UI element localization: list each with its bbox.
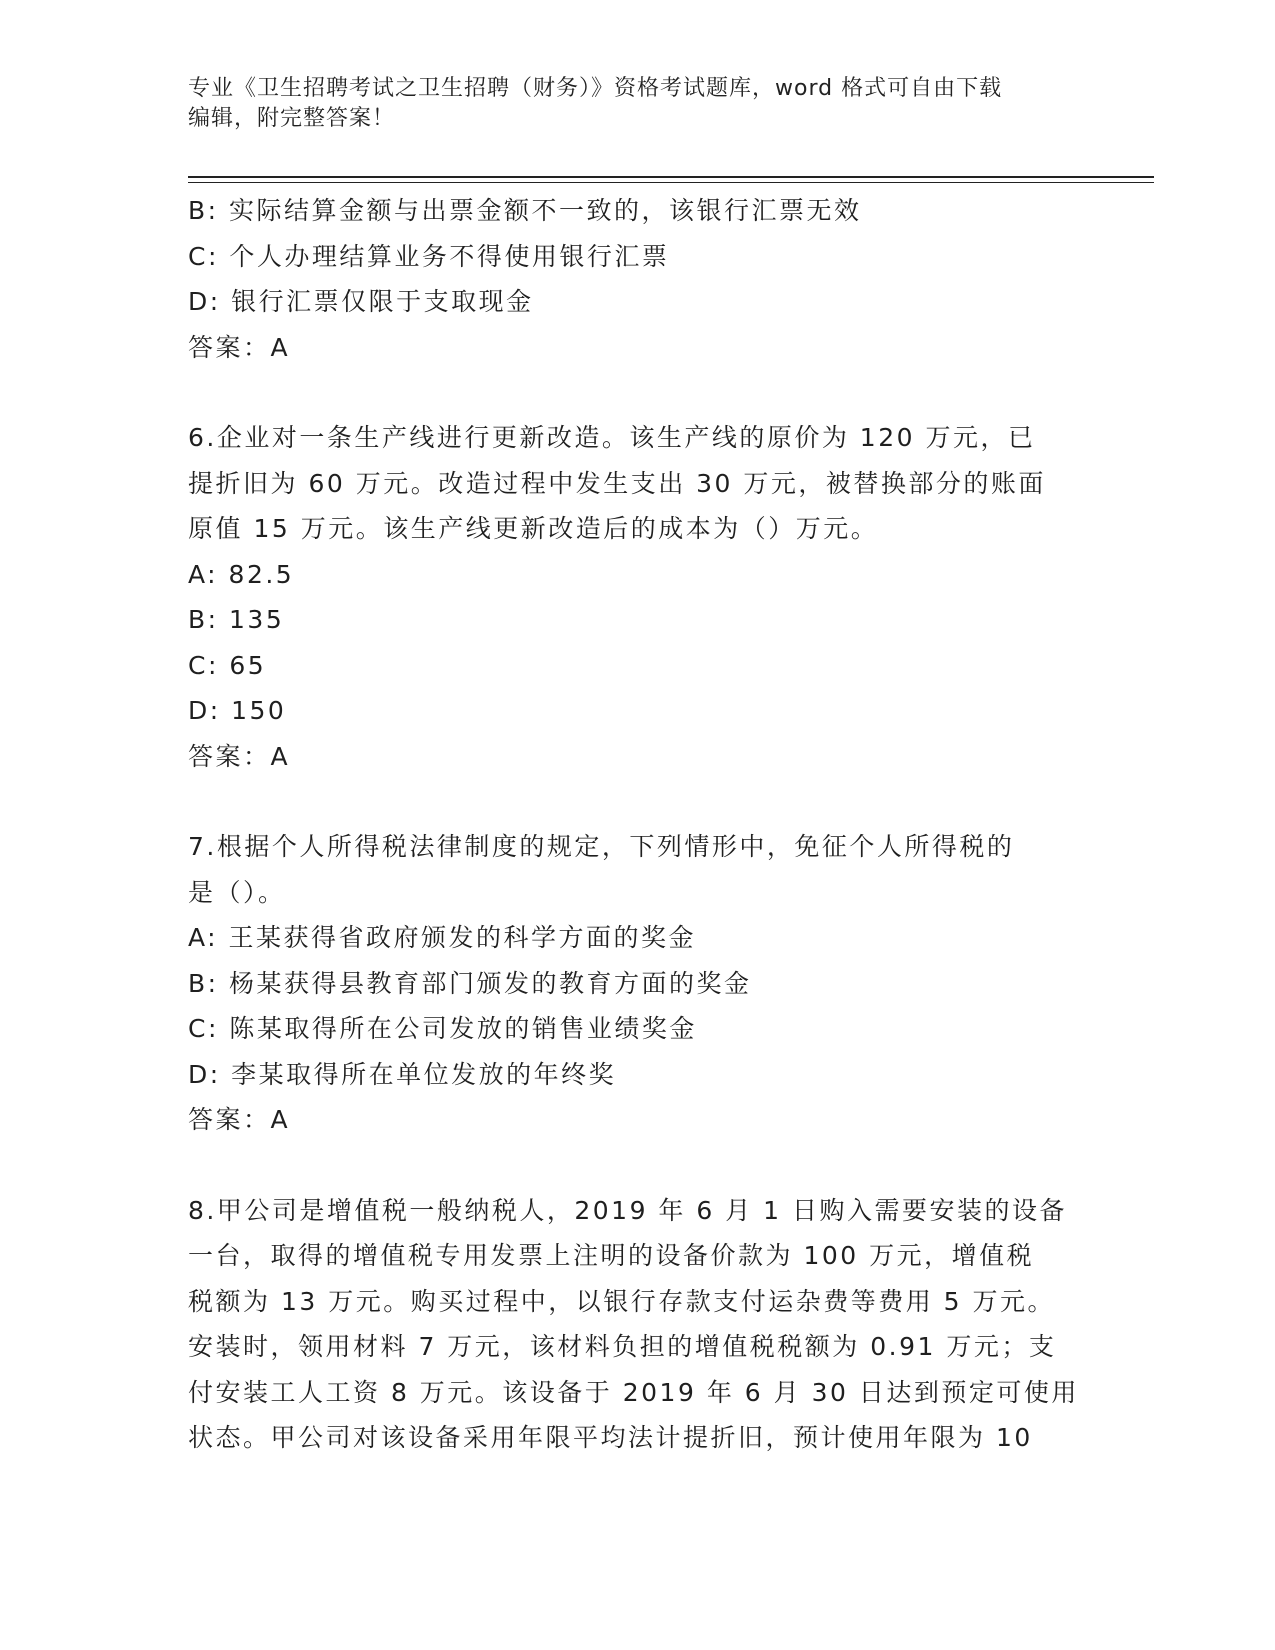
question-7 — [188, 824, 1068, 1143]
answer: 答案：A — [188, 1105, 291, 1134]
question-6 — [188, 415, 1068, 779]
prev-question — [188, 188, 1068, 370]
option-d: D: 李某取得所在单位发放的年终奖 — [188, 1059, 617, 1089]
question-text-line: 状态。甲公司对该设备采用年限平均法计提折旧，预计使用年限为 10 — [188, 1423, 1033, 1452]
page-header — [188, 74, 1068, 134]
question-text-line: 一台，取得的增值税专用发票上注明的设备价款为 100 万元，增值税 — [188, 1241, 1035, 1270]
question-text-line: 付安装工人工资 8 万元。该设备于 2019 年 6 月 30 日达到预定可使用 — [188, 1377, 1079, 1407]
question-text-line: 6.企业对一条生产线进行更新改造。该生产线的原价为 120 万元，已 — [188, 423, 1036, 452]
option-d: D: 银行汇票仅限于支取现金 — [188, 287, 534, 316]
spacer — [188, 779, 1068, 824]
option-c: C: 个人办理结算业务不得使用银行汇票 — [188, 241, 670, 271]
question-text-line: 7.根据个人所得税法律制度的规定，下列情形中，免征个人所得税的 — [188, 832, 1015, 861]
header-divider — [188, 176, 1154, 178]
option-c: C: 65 — [188, 650, 267, 680]
header-divider-thin — [188, 182, 1154, 183]
question-text-line: 税额为 13 万元。购买过程中，以银行存款支付运杂费等费用 5 万元。 — [188, 1286, 1056, 1316]
option-b: B: 135 — [188, 605, 285, 634]
option-d: D: 150 — [188, 696, 287, 725]
question-text-line: 提折旧为 60 万元。改造过程中发生支出 30 万元，被替换部分的账面 — [188, 468, 1046, 498]
option-a: A: 王某获得省政府颁发的科学方面的奖金 — [188, 923, 697, 952]
question-text-line: 安装时，领用材料 7 万元，该材料负担的增值税税额为 0.91 万元；支 — [188, 1332, 1057, 1361]
question-text-line: 原值 15 万元。该生产线更新改造后的成本为（）万元。 — [188, 514, 879, 543]
option-a: A: 82.5 — [188, 559, 295, 589]
question-8 — [188, 1188, 1079, 1461]
answer: 答案：A — [188, 741, 291, 771]
question-text-line: 8.甲公司是增值税一般纳税人，2019 年 6 月 1 日购入需要安装的设备 — [188, 1195, 1068, 1225]
option-b: B: 实际结算金额与出票金额不一致的，该银行汇票无效 — [188, 196, 862, 225]
spacer — [188, 370, 1068, 415]
option-c: C: 陈某取得所在公司发放的销售业绩奖金 — [188, 1014, 697, 1043]
spacer — [188, 1143, 1068, 1188]
question-text-line: 是（）。 — [188, 877, 286, 907]
question-content — [188, 188, 1079, 1461]
option-b: B: 杨某获得县教育部门颁发的教育方面的奖金 — [188, 968, 752, 998]
header-line-1: 专业《卫生招聘考试之卫生招聘（财务）》资格考试题库，word 格式可自由下载 — [188, 76, 1003, 101]
header-line-2: 编辑，附完整答案！ — [188, 106, 396, 131]
answer: 答案：A — [188, 332, 291, 362]
